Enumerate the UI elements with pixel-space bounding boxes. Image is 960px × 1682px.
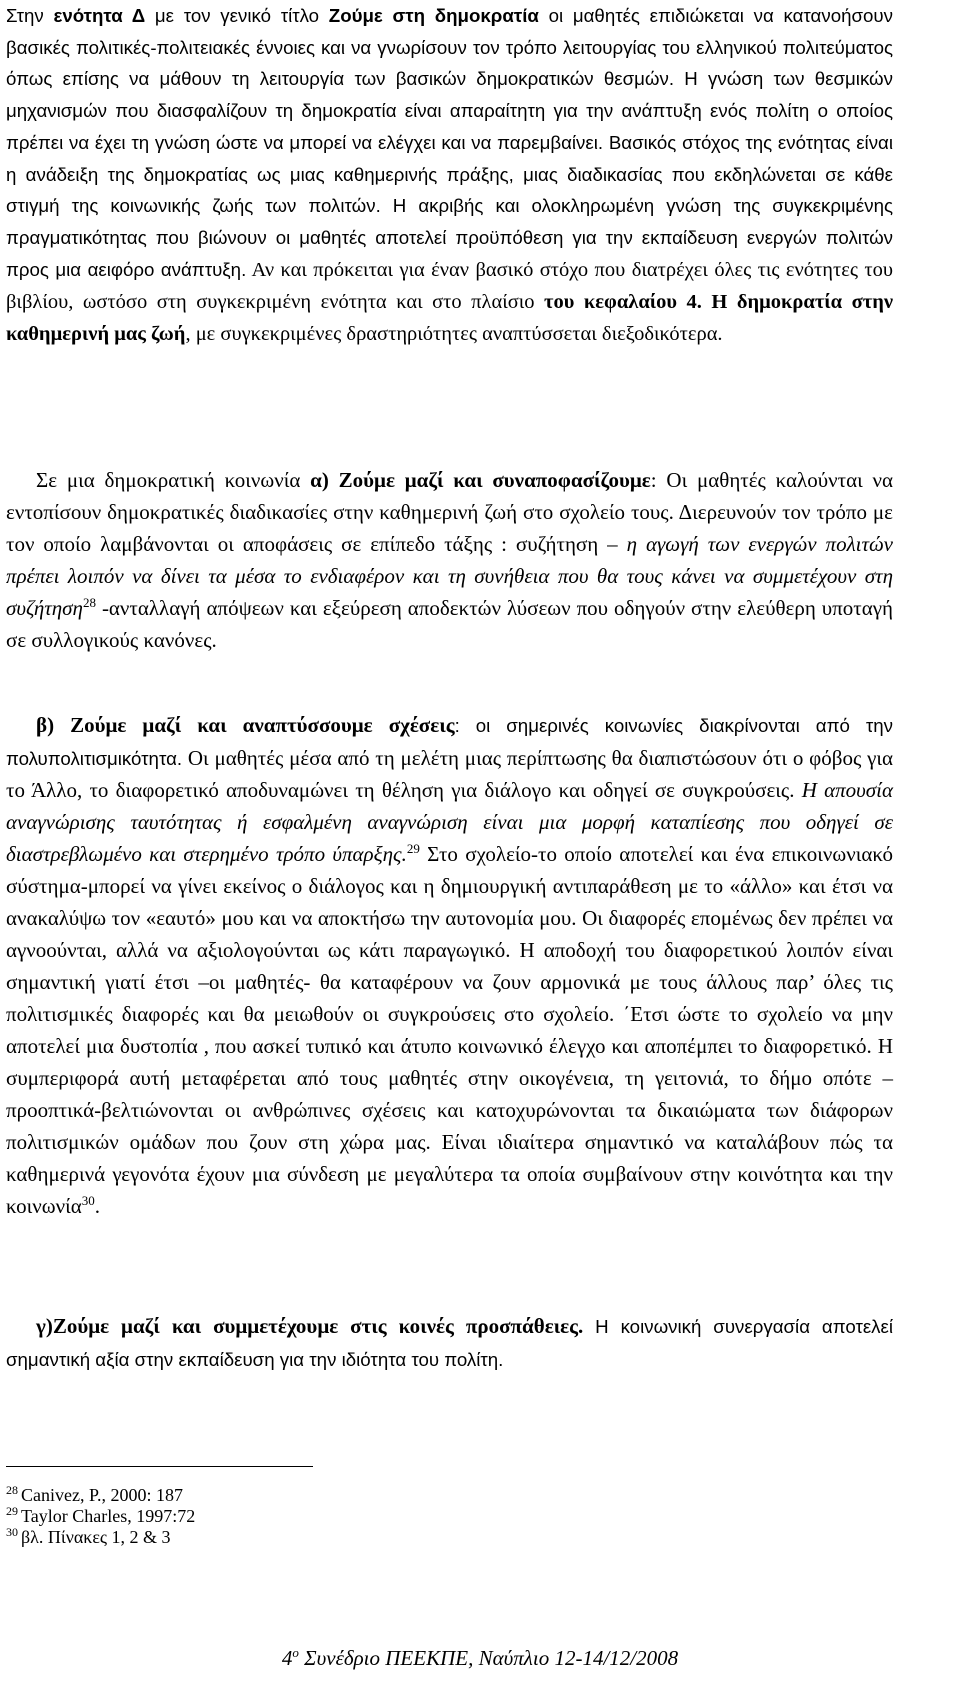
footnote-number: 30 <box>6 1525 18 1539</box>
text-run-serif: , με συγκεκριμένες δραστηριότητες αναπτύσσεται διεξοδικότερα. <box>185 322 723 345</box>
text-run: Οι μαθητές μέσα από τη μελέτη μιας περίπτωσης θα διαπιστώσουν ότι ο φόβος για το Άλλο, το διαφορετικό αποδυναμώνει τη θέληση για διάλογο και οδηγεί σε συγκρούσεις. <box>6 745 893 803</box>
paragraph-subsection-c <box>6 1310 893 1375</box>
text-run-sans: Η κοινωνική συνεργασία αποτελεί σημαντική αξία στην εκπαίδευση για την ιδιότητα του πολίτη. <box>6 1316 893 1370</box>
footer-number: 4 <box>281 1646 293 1670</box>
footnote-text: Taylor Charles, 1997:72 <box>21 1506 196 1526</box>
footnote <box>6 1484 183 1506</box>
page-footer <box>0 1644 960 1672</box>
chapter-reference-bold: του κεφαλαίου 4. Η δημοκρατία στην καθημερινή μας ζωή <box>6 290 893 345</box>
paragraph-section-delta <box>6 0 893 350</box>
text-run: Στην <box>6 5 54 26</box>
text-run: οι μαθητές επιδιώκεται να κατανοήσουν βασικές πολιτικές-πολιτειακές έννοιες και να γνωρίσουν τον τρόπο λειτουργίας του ελληνικού πολιτεύματος όπως επίσης να μάθουν τη λειτουργία των βασικών δημοκρατικών θεσμών. Η γνώση των θεσμικών μηχανισμών που διασφαλίζουν τη δημοκρατία είναι απαραίτητη για την ανάπτυξη ενός πολίτη ο οποίος πρέπει να έχει τη γνώση ώστε να μπορεί να ελέγχει και να παρεμβαίνει. Βασικός στόχος της ενότητας είναι η ανάδειξη της δημοκρατίας ως μιας καθημερινής πράξης, μιας διαδικασίας που εκδηλώνεται σε κάθε στιγμή της κοινωνικής ζωής των πολιτών. Η ακριβής και ολοκληρωμένη γνώση της συγκεκριμένης πραγματικότητας που βιώνουν οι μαθητές αποτελεί προϋπόθεση για την εκπαίδευση ενεργών πολιτών προς μια αειφόρο ανάπτυξη. <box>6 5 893 280</box>
text-run-sans: : οι σημερινές κοινωνίες διακρίνονται από την πολυπολιτισμικότητα. <box>6 715 893 769</box>
section-name-bold: Ζούμε στη δημοκρατία <box>328 5 539 26</box>
text-run: Στο σχολείο-το οποίο αποτελεί και ένα επικοινωνιακό σύστημα-μπορεί να γίνει εκείνος ο διάλογος και η δημιουργική αντιπαράθεση με το «άλλο» και έτσι να ανακαλύψω τον «εαυτό» μου και να αποκτήσω την αυτονομία μου. Οι διαφορές επομένως δεν πρέπει να αγνοούνται, αλλά να αξιολογούνται ως κάτι παραγωγικό. Η αποδοχή του διαφορετικού λοιπόν είναι σημαντική γιατί έτσι –οι μαθητές- θα καταφέρουν να ζουν αρμονικά με τους άλλους παρ’ όλες τις πολιτισμικές διαφορές και θα μειωθούν οι συγκρούσεις στο σχολείο. ΄Ετσι ώστε το σχολείο να μην αποτελεί μια δυστοπία , που ασκεί τυπικό και άτυπο κοινωνικό έλεγχο και αποπέμπει το διαφορετικό. Η συμπεριφορά αυτή μεταφέρεται από τους μαθητές στην οικογένεια, τη γειτονιά, το δήμο οπότε – προοπτικά-βελτιώνονται οι ανθρώπινες σχέσεις και κατοχυρώνονται τα δικαιώματα των διάφορων πολιτισμικών ομάδων που ζουν στη χώρα μας. Είναι ιδιαίτερα σημαντικό να καταλάβουν πώς τα καθημερινά γεγονότα έχουν μια σύνδεση με μεγαλύτερα τα οποία συμβαίνουν στην κοινότητα και την κοινωνία <box>6 842 893 1219</box>
quotation-italic: Η απουσία αναγνώρισης ταυτότητας ή εσφαλμένη αναγνώριση είναι μια μορφή καταπίεσης που οδηγεί σε διαστρεβλωμένο και στερημένο τρόπο ύπαρξης. <box>6 778 893 867</box>
footnote-text: Canivez, P., 2000: 187 <box>21 1485 183 1505</box>
paragraph-subsection-a <box>6 464 893 656</box>
paragraph-subsection-b <box>6 709 893 1222</box>
footnote <box>6 1526 171 1548</box>
text-run: . <box>94 1194 101 1219</box>
footnote-separator <box>6 1466 313 1467</box>
footnote-number: 29 <box>6 1504 18 1518</box>
footnote-number: 28 <box>6 1483 18 1497</box>
subsection-a-title: α) Ζούμε μαζί και συναποφασίζουμε <box>310 468 651 492</box>
text-run-serif: Αν και πρόκειται για έναν βασικό στόχο που διατρέχει όλες τις ενότητες του βιβλίου, ωστόσο στη συγκεκριμένη ενότητα και στο πλαίσιο <box>6 258 893 313</box>
subsection-c-title: γ)Ζούμε μαζί και συμμετέχουμε στις κοινές προσπάθειες. <box>36 1314 584 1338</box>
section-title-bold: ενότητα Δ <box>53 5 146 26</box>
text-run: -ανταλλαγή απόψεων και εξεύρεση αποδεκτών λύσεων που οδηγούν στην ελεύθερη υποταγή σε συλλογικούς κανόνες. <box>6 596 893 652</box>
text-run: : Οι μαθητές καλούνται να εντοπίσουν δημοκρατικές διαδικασίες στην καθημερινή ζωή στο σχολείο τους. Διερευνούν τον τρόπο με τον οποίο λαμβάνονται οι αποφάσεις σε επίπεδο τάξης : συζήτηση – <box>6 468 893 556</box>
footer-ordinal: ο <box>292 1645 299 1660</box>
footer-text: Συνέδριο ΠΕΕΚΠΕ, Ναύπλιο 12-14/12/2008 <box>298 1646 679 1670</box>
footnote-marker: 30 <box>81 1193 95 1209</box>
text-run: Σε μια δημοκρατική κοινωνία <box>36 468 311 492</box>
footnote-marker: 28 <box>82 595 96 610</box>
text-run: με τον γενικό τίτλο <box>145 5 329 26</box>
footnote-text: βλ. Πίνακες 1, 2 & 3 <box>21 1527 171 1547</box>
footnote <box>6 1505 195 1527</box>
footnote-marker: 29 <box>406 841 420 857</box>
quotation-italic: η αγωγή των ενεργών πολιτών πρέπει λοιπόν να δίνει τα μέσα το ενδιαφέρον και τη συνήθεια που θα τους κάνει να συμμετέχουν στη συζήτηση <box>6 532 893 620</box>
subsection-b-title: β) Ζούμε μαζί και αναπτύσσουμε σχέσεις <box>36 713 455 737</box>
